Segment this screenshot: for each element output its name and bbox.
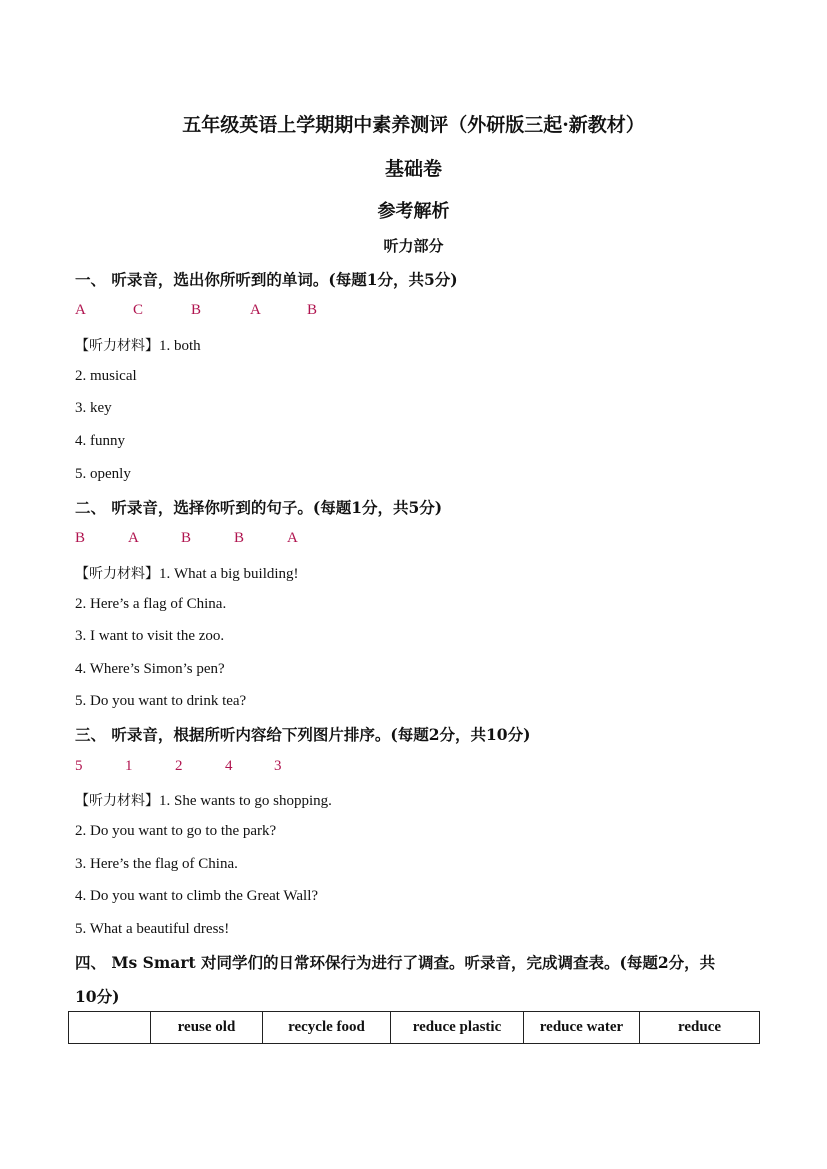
listening-material-line: [75, 563, 299, 583]
answer: A: [250, 302, 261, 318]
material-label: 【听力材料】: [75, 566, 159, 582]
answer: B: [75, 530, 86, 546]
material-item: 3. key: [75, 400, 112, 416]
material-item: 5. openly: [75, 466, 131, 482]
material-item: 5. Do you want to drink tea?: [75, 693, 247, 709]
answer: B: [191, 302, 202, 318]
answer: 5: [75, 758, 83, 774]
answer: B: [234, 530, 245, 546]
section-title: 参考解析: [377, 201, 450, 222]
answer: B: [307, 302, 318, 318]
table-header-cell: [69, 1012, 151, 1044]
question-heading-4-cont: 10分): [75, 987, 120, 1006]
answer: C: [133, 302, 144, 318]
question-heading-4: 四、 Ms Smart 对同学们的日常环保行为进行了调查。听录音，完成调查表。(每题2分，共: [75, 953, 716, 972]
question-heading-3: 三、 听录音，根据所听内容给下列图片排序。(每题2分，共10分): [75, 725, 531, 744]
material-item: 4. Do you want to climb the Great Wall?: [75, 888, 319, 904]
survey-table: [68, 1011, 760, 1044]
page-subtitle: 基础卷: [384, 158, 442, 180]
material-item: 1. What a big building!: [159, 566, 299, 582]
material-label: 【听力材料】: [75, 338, 159, 354]
answer: A: [287, 530, 298, 546]
question-heading-1: 一、 听录音，选出你所听到的单词。(每题1分，共5分): [75, 270, 458, 289]
question-heading-2: 二、 听录音，选择你听到的句子。(每题1分，共5分): [75, 498, 443, 517]
material-item: 4. funny: [75, 433, 125, 449]
answer: 4: [225, 758, 233, 774]
table-header-cell: reduce: [640, 1012, 760, 1044]
table-header-cell: reduce water: [524, 1012, 640, 1044]
material-item: 2. Do you want to go to the park?: [75, 823, 277, 839]
material-item: 3. Here’s the flag of China.: [75, 856, 238, 872]
material-item: 2. musical: [75, 368, 137, 384]
part-title: 听力部分: [383, 237, 444, 255]
material-item: 3. I want to visit the zoo.: [75, 628, 225, 644]
listening-material-line: [75, 790, 332, 810]
answer: B: [181, 530, 192, 546]
table-header-cell: recycle food: [263, 1012, 391, 1044]
answer: 3: [274, 758, 282, 774]
answer: A: [128, 530, 139, 546]
table-row: [69, 1012, 760, 1044]
material-item: 2. Here’s a flag of China.: [75, 596, 227, 612]
answer: 2: [175, 758, 183, 774]
table-header-cell: reduce plastic: [391, 1012, 524, 1044]
material-item: 5. What a beautiful dress!: [75, 921, 230, 937]
material-item: 4. Where’s Simon’s pen?: [75, 661, 225, 677]
material-item: 1. She wants to go shopping.: [159, 793, 332, 809]
page-title: 五年级英语上学期期中素养测评（外研版三起·新教材）: [182, 114, 645, 136]
table-header-cell: reuse old: [151, 1012, 263, 1044]
material-label: 【听力材料】: [75, 793, 159, 809]
answer: 1: [125, 758, 133, 774]
material-item: 1. both: [159, 338, 201, 354]
answer: A: [75, 302, 86, 318]
listening-material-line: [75, 335, 201, 355]
